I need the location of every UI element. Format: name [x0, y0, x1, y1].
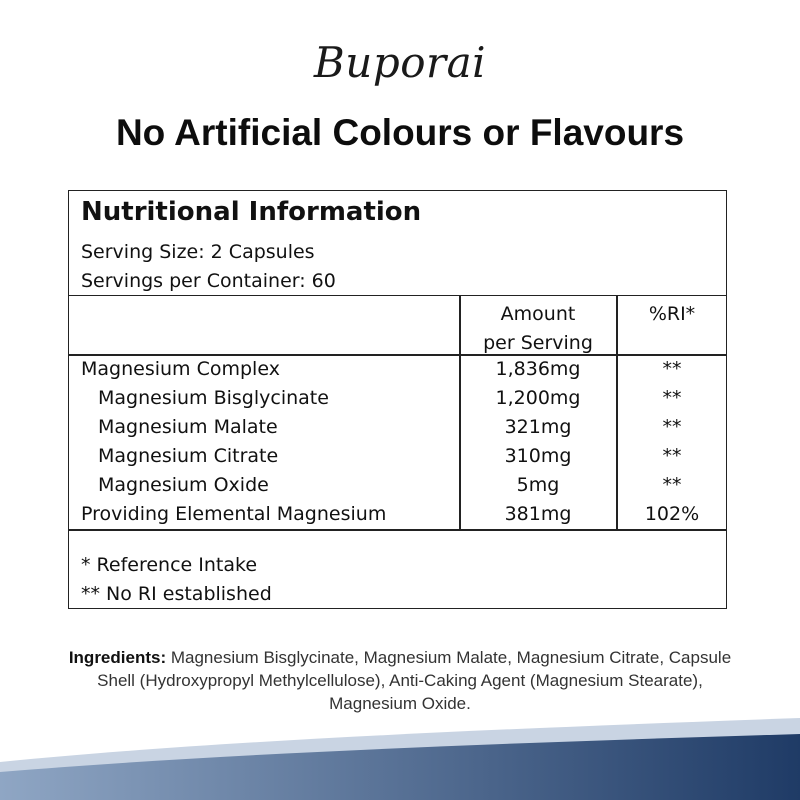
ingredients-label: Ingredients:	[68, 648, 167, 667]
table-row	[69, 474, 726, 503]
column-header-ri: %RI*	[648, 303, 696, 325]
row-name: Magnesium Malate	[98, 416, 278, 438]
row-ri: 102%	[644, 503, 700, 525]
table-row	[69, 358, 726, 387]
headline: No Artificial Colours or Flavours	[115, 112, 685, 153]
nutrition-panel	[68, 190, 727, 609]
column-header-amount-line2: per Serving	[483, 332, 593, 354]
row-amount: 1,836mg	[495, 358, 581, 380]
table-row	[69, 445, 726, 474]
serving-size: Serving Size: 2 Capsules	[81, 241, 315, 263]
footnote-reference-intake: * Reference Intake	[81, 554, 258, 576]
column-header-amount	[460, 300, 616, 358]
row-amount: 321mg	[504, 416, 572, 438]
table-row	[69, 503, 726, 532]
nutrition-panel-header	[69, 191, 726, 296]
column-header-amount-line1: Amount	[500, 303, 576, 325]
row-amount: 381mg	[504, 503, 572, 525]
row-ri: **	[662, 416, 682, 438]
row-ri: **	[662, 474, 682, 496]
brand-logo: Buporai	[313, 38, 487, 87]
row-amount: 1,200mg	[495, 387, 581, 409]
row-amount: 310mg	[504, 445, 572, 467]
row-name: Magnesium Bisglycinate	[98, 387, 329, 409]
ingredients-list: Magnesium Bisglycinate, Magnesium Malate, Magnesium Citrate, Capsule Shell (Hydroxypropyl Methylcellulose), Anti-Caking Agent (Magnesium Stearate), Magnesium Oxide.	[97, 648, 732, 713]
table-row	[69, 416, 726, 445]
footnote-no-ri: ** No RI established	[81, 583, 272, 605]
row-ri: **	[662, 358, 682, 380]
decorative-wave	[0, 700, 800, 800]
row-ri: **	[662, 387, 682, 409]
header-row-divider	[69, 354, 726, 356]
row-ri: **	[662, 445, 682, 467]
panel-title: Nutritional Information	[81, 197, 422, 227]
row-name: Magnesium Citrate	[98, 445, 279, 467]
servings-per-container: Servings per Container: 60	[81, 270, 336, 292]
row-name: Magnesium Complex	[81, 358, 280, 380]
row-name: Providing Elemental Magnesium	[81, 503, 387, 525]
table-row	[69, 387, 726, 416]
row-amount: 5mg	[516, 474, 560, 496]
row-name: Magnesium Oxide	[98, 474, 269, 496]
